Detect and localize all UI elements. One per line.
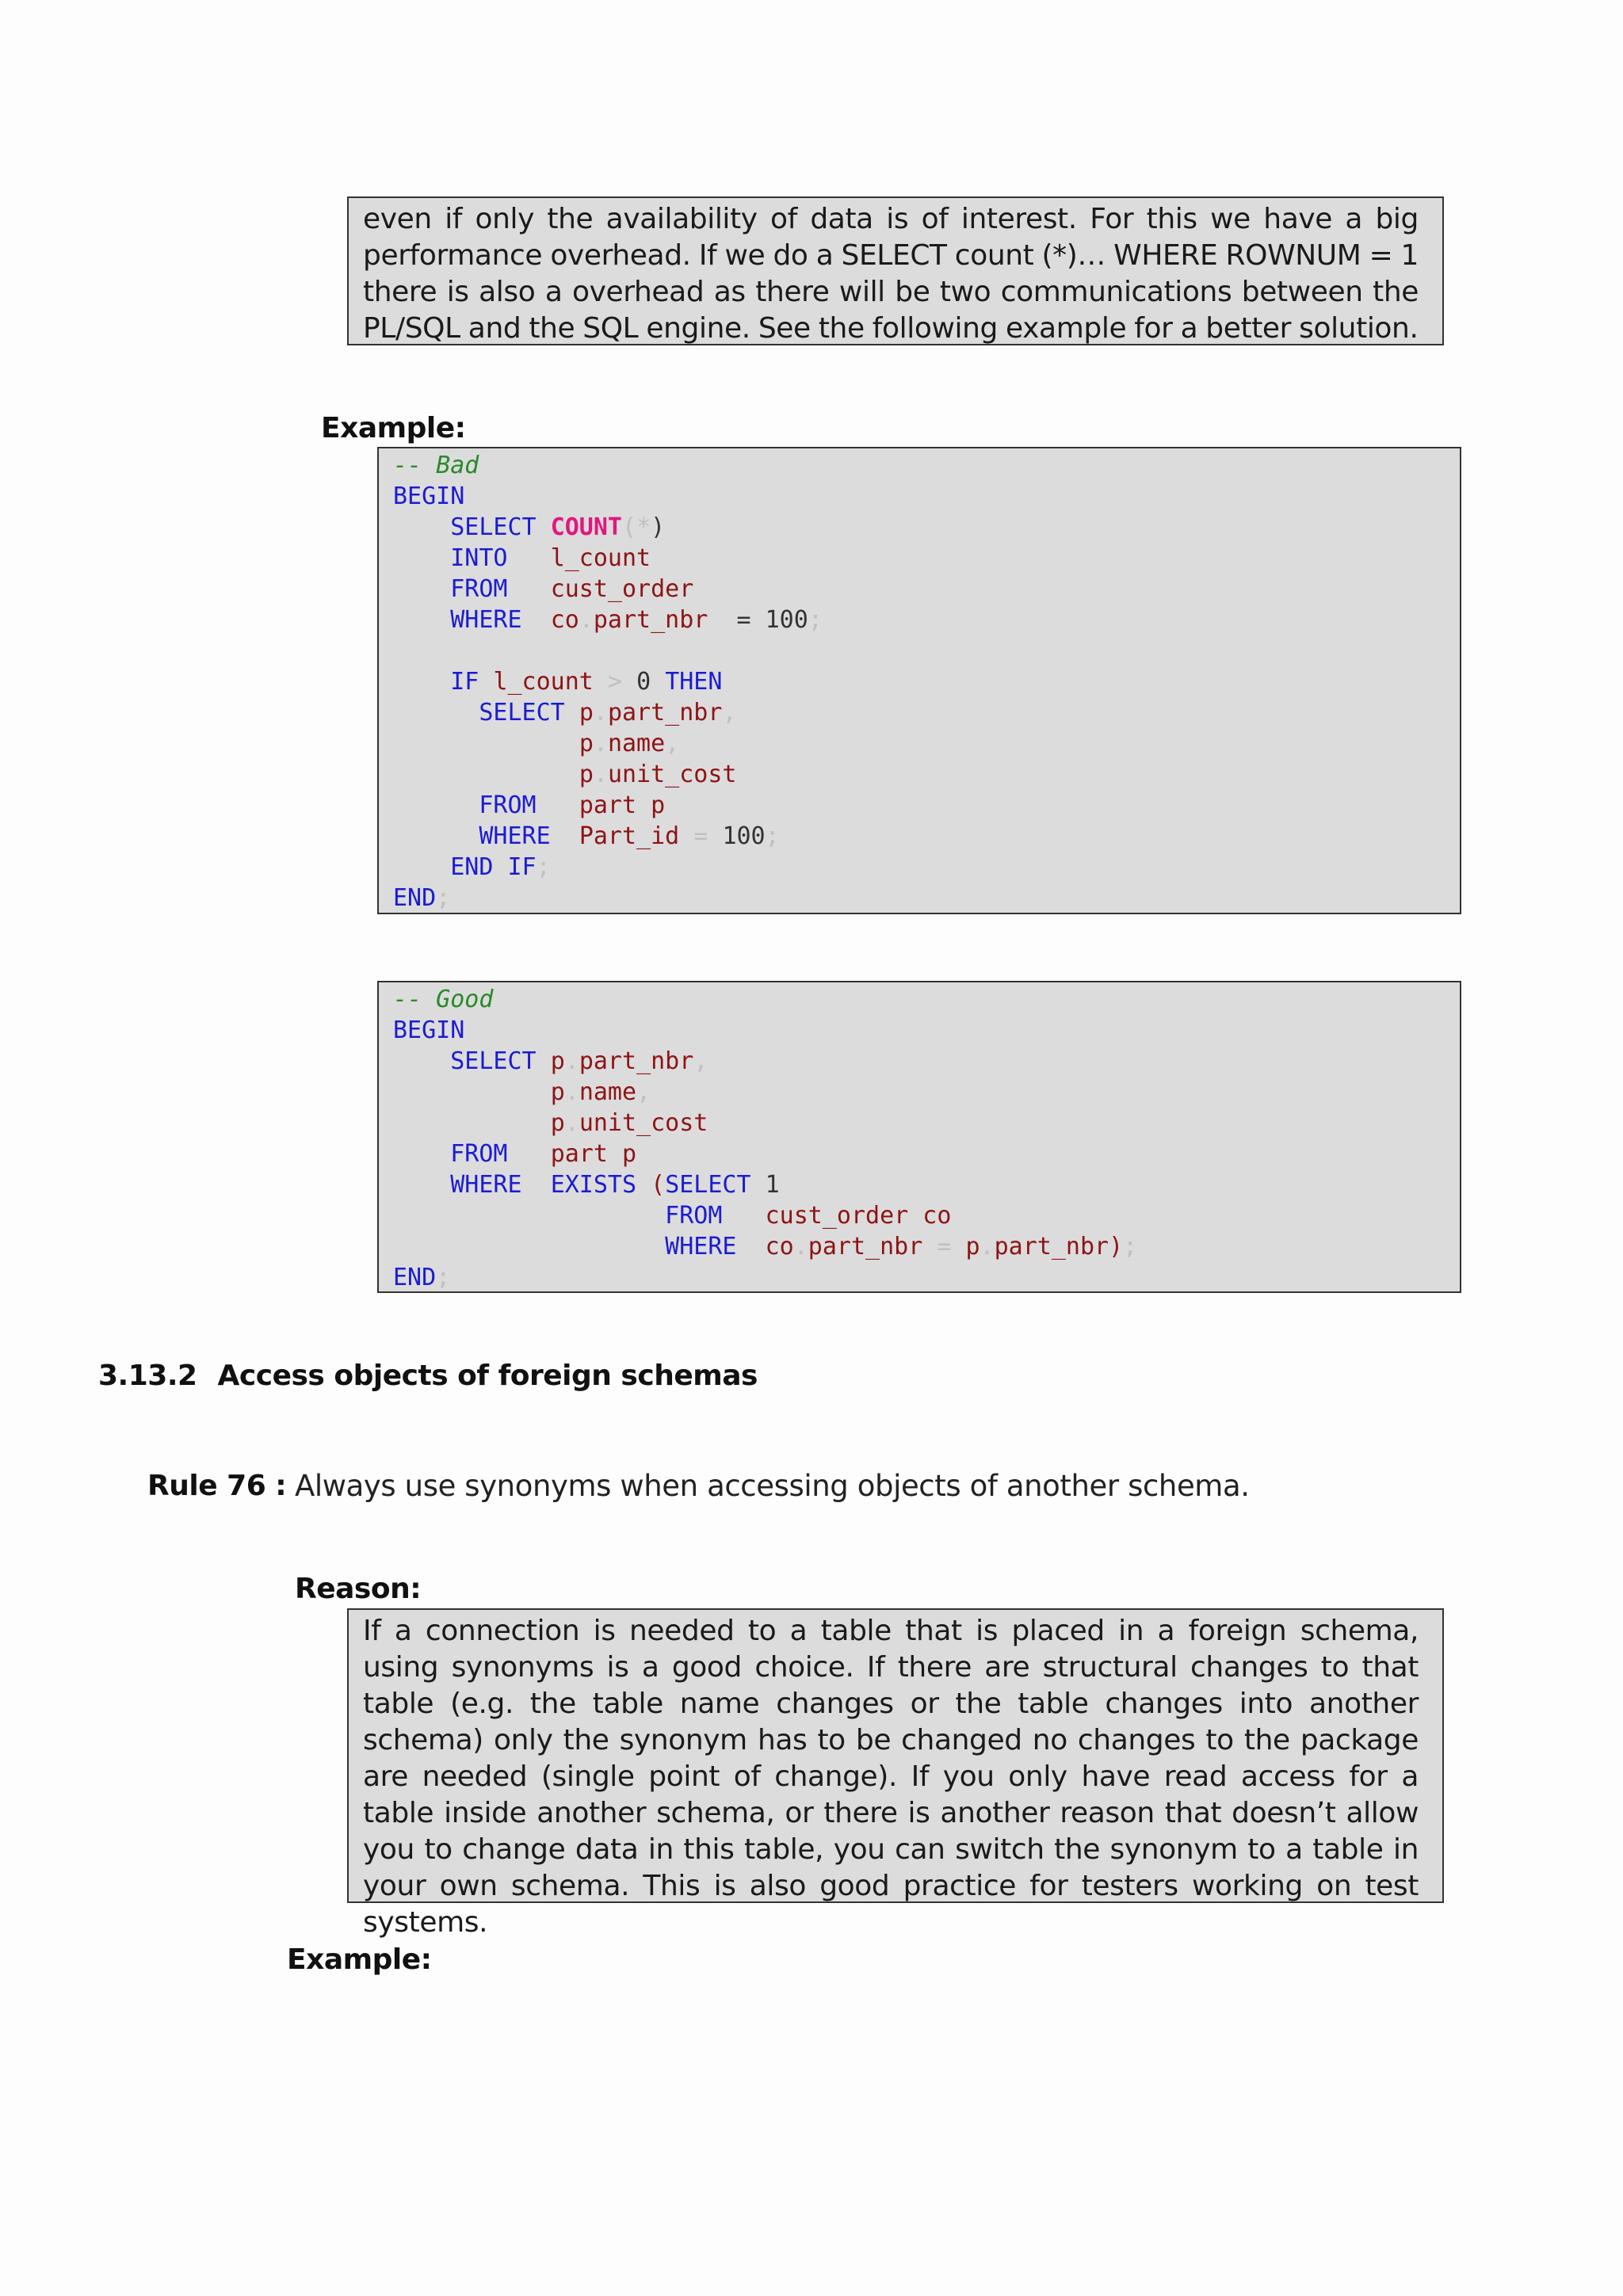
code-line: END; [393,1264,451,1291]
code-block-good [377,981,1461,1293]
section-title: Access objects of foreign schemas [217,1360,758,1392]
code-line: END IF; [450,853,551,881]
explanation-box [347,196,1444,345]
code-line: p.name, [550,1078,651,1106]
example-label: Example: [321,412,466,444]
code-line: WHERE co.part_nbr = p.part_nbr); [665,1233,1138,1261]
code-line: END; [393,884,451,912]
code-block-bad [377,447,1461,914]
code-line: FROM part p [450,1140,637,1168]
rule-label: Rule 76 : [147,1470,287,1502]
code-line: p.name, [579,730,680,757]
code-line: SELECT COUNT(*) [450,513,666,541]
code-line: FROM part p [479,791,666,819]
code-line: WHERE co.part_nbr = 100; [450,606,823,634]
code-line: WHERE EXISTS (SELECT 1 [450,1171,780,1199]
code-comment: -- Good [393,986,494,1013]
code-line: p.unit_cost [579,761,737,788]
code-good [379,982,1460,1293]
section-heading [98,1360,758,1392]
code-line: SELECT p.part_nbr, [450,1047,708,1075]
explanation-text: even if only the availability of data is of interest. For this we have a big performance overhead. If we do a SELECT count (*)… WHERE ROWNUM = 1 there is also a overhead as there will be two communications between the PL/SQL and the SQL engine. See the following example for a better solution. [363,203,1419,345]
code-line: FROM cust_order [450,575,694,603]
reason-label: Reason: [295,1573,422,1605]
code-line: p.unit_cost [550,1109,708,1137]
code-line: INTO l_count [450,544,651,572]
code-comment: -- Bad [393,452,479,479]
example-label-2: Example: [287,1943,432,1976]
code-line: WHERE Part_id = 100; [479,822,780,850]
code-bad [379,448,1460,913]
code-line: BEGIN [393,1016,465,1044]
rule-text: Always use synonyms when accessing objects of another schema. [295,1469,1250,1503]
section-number: 3.13.2 [98,1360,197,1392]
code-line: IF l_count > 0 THEN [450,668,723,696]
code-line: BEGIN [393,482,465,510]
reason-text: If a connection is needed to a table that is placed in a foreign schema, using synonyms is a good choice. If there are structural changes to that table (e.g. the table name changes or the table changes into another schema) only the synonym has to be changed no changes to the package are needed (single point of change). If you only have read access for a table inside another schema, or there is another reason that doesn’t allow you to change data in this table, you can switch the synonym to a table in your own schema. This is also good practice for testers working on test systems. [363,1615,1419,1939]
code-line: FROM cust_order co [665,1202,952,1230]
reason-box [347,1608,1444,1939]
code-line: SELECT p.part_nbr, [479,699,737,727]
